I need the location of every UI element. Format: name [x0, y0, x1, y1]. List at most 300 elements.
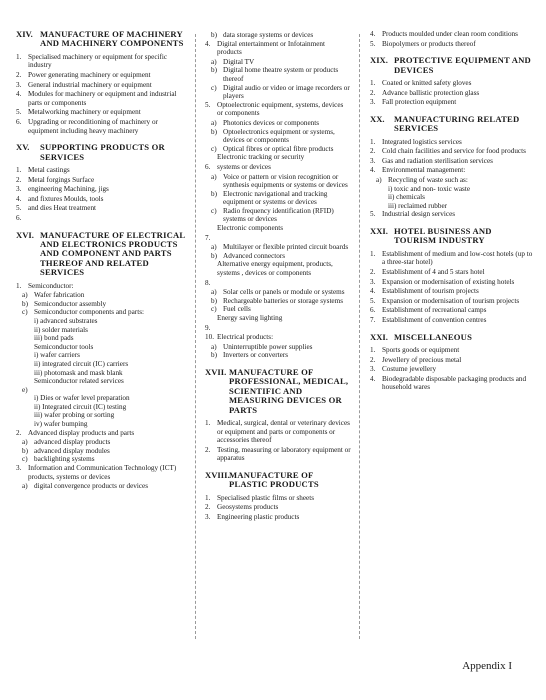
sub-item-letter: c): [211, 206, 217, 215]
sub-item-text: Inverters or converters: [223, 351, 289, 360]
list-item: [370, 375, 534, 392]
section-items: [16, 282, 186, 491]
section: [370, 227, 534, 325]
item-text: Upgrading or reconditioning of machinery or equipment including heavy machinery: [28, 117, 158, 135]
list-item-row: [370, 138, 534, 147]
list-item-row: [370, 365, 534, 374]
item-text: Establishment of tourism projects: [382, 287, 479, 296]
sub-item-letter: a): [211, 57, 217, 66]
list-item-row: [16, 108, 186, 117]
item-number: 2.: [370, 355, 376, 364]
sub-list: [205, 288, 351, 314]
section: [16, 143, 186, 222]
section-title: MANUFACTURE OF MACHINERY AND MACHINERY COMPONENTS: [40, 29, 184, 49]
sub-item: [211, 145, 351, 154]
sub-item: [211, 190, 351, 207]
item-text: Testing, measuring or laboratory equipment or apparatus: [217, 445, 351, 463]
list-item-row: [370, 346, 534, 355]
sub-item: [211, 288, 351, 297]
sub-list: [205, 343, 351, 360]
item-text: Modules for machinery or equipment and industrial parts or components: [28, 90, 177, 107]
item-number: 3.: [370, 156, 376, 165]
list-item: [16, 195, 186, 204]
item-text: Metalworking machinery or equipment: [28, 108, 141, 117]
item-text: Coated or knitted safety gloves: [382, 79, 472, 87]
list-item: [16, 204, 186, 213]
section-numeral: XVII.: [205, 366, 227, 377]
list-item-row: [205, 260, 351, 277]
sub-item-letter: a): [376, 175, 382, 184]
list-item: [370, 40, 534, 49]
sub-sub-item: ii) solder materials: [34, 325, 88, 334]
item-number: 4.: [205, 39, 211, 48]
section-title: MISCELLANEOUS: [394, 331, 473, 342]
list-item: [205, 314, 351, 323]
list-item: [205, 503, 351, 512]
section-heading: [370, 56, 534, 75]
item-number: 1.: [370, 345, 376, 354]
sub-item-text: Electronic navigational and tracking equipment or systems or devices: [223, 189, 328, 207]
item-number: 1.: [370, 137, 376, 146]
sub-item-letter: a): [211, 118, 217, 127]
sub-item: [22, 300, 186, 309]
item-number: 8.: [205, 278, 211, 287]
list-item-row: [370, 210, 534, 219]
sub-item-letter: c): [211, 83, 217, 92]
item-text: Power generating machinery or equipment: [28, 71, 151, 79]
sub-item: [22, 343, 186, 352]
item-number: 3.: [370, 98, 376, 107]
list-item-row: [370, 306, 534, 315]
list-item: [370, 147, 534, 156]
list-item-row: [370, 250, 534, 267]
item-number: 4.: [370, 374, 376, 383]
item-number: 5.: [16, 204, 22, 213]
section-items: [205, 419, 351, 463]
sub-list: [370, 176, 534, 210]
list-item-row: [205, 279, 351, 288]
item-number: 5.: [370, 296, 376, 305]
list-item: [16, 464, 186, 491]
sub-item-letter: a): [211, 243, 217, 252]
list-item-row: [16, 166, 186, 175]
item-number: 3.: [16, 80, 22, 89]
sub-item-text: Semiconductor tools: [34, 342, 94, 351]
list-item-row: [16, 53, 186, 70]
section: [16, 30, 186, 135]
sub-item-text: backlighting systems: [34, 455, 95, 464]
item-number: 3.: [16, 185, 22, 194]
sub-item: [211, 243, 351, 252]
list-item-row: [205, 333, 351, 342]
section-title: MANUFACTURE OF PROFESSIONAL, MEDICAL, SCIENTIFIC AND MEASURING DEVICES OR PARTS: [229, 366, 349, 415]
section: [370, 333, 534, 392]
sub-item-letter: b): [211, 351, 217, 360]
section-title: SUPPORTING PRODUCTS OR SERVICES: [40, 142, 165, 162]
item-text: Alternative energy equipment, products, systems , devices or components: [217, 260, 333, 278]
sub-item-text: Semiconductor related services: [34, 377, 124, 386]
sub-item-text: Uninterruptible power supplies: [223, 342, 313, 351]
list-item-row: [205, 494, 351, 503]
sub-sub-item: ii) chemicals: [388, 193, 425, 202]
sub-item-text: Fuel cells: [223, 305, 251, 314]
sub-item-letter: a): [211, 342, 217, 351]
section-numeral: XVIII.: [205, 469, 230, 480]
sub-sub-item: i) wafer carriers: [34, 351, 80, 360]
item-number: 3.: [370, 365, 376, 374]
list-item: [370, 98, 534, 107]
item-text: Geosystems products: [217, 503, 279, 512]
section-numeral: XIV.: [16, 29, 33, 39]
sub-item-letter: b): [211, 127, 217, 136]
sub-sub-item: iii) photomask and mask blank: [34, 368, 123, 377]
list-item: [370, 210, 534, 219]
item-number: 2.: [205, 503, 211, 512]
item-number: 3.: [16, 464, 22, 473]
item-text: Cold chain facilities and service for food products: [382, 147, 526, 156]
sub-item-letter: b): [211, 251, 217, 260]
column-divider: [195, 34, 196, 639]
item-number: 2.: [16, 175, 22, 184]
sub-item: [211, 173, 351, 190]
list-item: [205, 446, 351, 463]
list-item-row: [370, 157, 534, 166]
item-text: Sports goods or equipment: [382, 345, 460, 354]
sub-list: [205, 243, 351, 260]
sub-list: [16, 482, 186, 491]
section-heading: [16, 143, 186, 162]
section-items: [370, 79, 534, 107]
item-text: Electrical products:: [217, 333, 274, 342]
sub-item: [211, 119, 351, 128]
sub-item: [211, 84, 351, 101]
item-text: Industrial design services: [382, 210, 456, 219]
sub-item-text: Photonics devices or components: [223, 118, 320, 127]
item-text: General industrial machinery or equipment: [28, 80, 152, 89]
section-title: MANUFACTURING RELATED SERVICES: [394, 113, 520, 134]
item-text: Integrated logistics services: [382, 137, 462, 146]
list-item-row: [370, 89, 534, 98]
list-item: [370, 306, 534, 315]
item-text: Jewellery of precious metal: [382, 355, 462, 364]
list-item-row: [205, 163, 351, 172]
list-item-row: [205, 503, 351, 512]
sub-sub-list: [22, 317, 186, 343]
list-item-row: [16, 71, 186, 80]
list-item-row: [370, 287, 534, 296]
list-item: [16, 71, 186, 80]
section-items: [370, 138, 534, 219]
list-item: [16, 108, 186, 117]
section-heading: [16, 30, 186, 49]
sub-item-text: Semiconductor components and parts:: [34, 308, 144, 317]
sub-item: [22, 308, 186, 317]
list-item: [16, 429, 186, 464]
list-item: [16, 53, 186, 70]
list-item-row: [205, 314, 351, 323]
sub-item-letter: e): [22, 385, 28, 394]
list-item: [370, 316, 534, 325]
item-text: Gas and radiation sterilisation services: [382, 156, 493, 165]
item-number: 5.: [16, 108, 22, 117]
sub-item: [211, 351, 351, 360]
item-text: Establishment of medium and low-cost hotels (up to a three-star hotel): [382, 249, 533, 267]
sub-item: [22, 455, 186, 464]
sub-item: [211, 66, 351, 83]
list-item-row: [370, 40, 534, 49]
sub-sub-item: iii) bond pads: [34, 334, 74, 343]
sub-item-text: Semiconductor assembly: [34, 299, 107, 308]
sub-item-letter: a): [211, 288, 217, 297]
sub-item-letter: b): [22, 299, 28, 308]
item-number: 9.: [205, 323, 211, 332]
item-text: Electronic tracking or security: [217, 153, 305, 162]
list-item: [370, 287, 534, 296]
sub-list: [205, 173, 351, 225]
sub-item: [211, 58, 351, 67]
list-item: [370, 278, 534, 287]
section-heading: [205, 471, 351, 490]
list-item: [370, 138, 534, 147]
item-number: 5.: [370, 39, 376, 48]
list-item: [370, 346, 534, 355]
sub-item: [22, 291, 186, 300]
item-text: Metal forgings Surface: [28, 175, 95, 184]
list-item: [205, 163, 351, 224]
sub-item-text: Advanced connectors: [223, 251, 286, 260]
section-heading: [370, 115, 534, 134]
section-items: [16, 166, 186, 223]
item-number: 1.: [205, 419, 211, 427]
sub-item-letter: b): [211, 296, 217, 305]
list-item-row: [205, 153, 351, 162]
item-number: 1.: [16, 52, 22, 61]
sub-item-text: digital convergence products or devices: [34, 482, 149, 491]
section-title: MANUFACTURE OF ELECTRICAL AND ELECTRONICS PRODUCTS AND COMPONENT AND PARTS THEREOF AND RELATED SERVICES: [40, 229, 185, 278]
item-text: Establishment of 4 and 5 stars hotel: [382, 267, 485, 276]
sub-item-text: Digital home theatre system or products thereof: [223, 66, 339, 83]
sub-item: [22, 438, 186, 447]
sub-item-text: Radio frequency identification (RFID) systems or devices: [223, 206, 334, 224]
item-number: 1.: [16, 281, 22, 290]
item-number: 2.: [370, 267, 376, 276]
section-numeral: XXI.: [370, 331, 388, 342]
list-item-row: [370, 316, 534, 325]
list-item-row: [370, 79, 534, 88]
sub-sub-item: i) toxic and non- toxic waste: [388, 184, 471, 193]
list-item: [205, 419, 351, 445]
sub-item-letter: a): [211, 172, 217, 181]
item-number: 6.: [205, 162, 211, 171]
list-item: [205, 260, 351, 277]
section-numeral: XXI.: [370, 225, 388, 236]
list-item: [205, 324, 351, 333]
column-2: [205, 30, 351, 662]
list-item-row: [370, 268, 534, 277]
list-item: [205, 30, 351, 40]
sub-list: [16, 291, 186, 429]
item-number: 4.: [16, 90, 22, 99]
sub-sub-list: [22, 394, 186, 428]
list-item-row: [16, 214, 186, 223]
item-text: Advance ballistic protection glass: [382, 88, 480, 97]
sub-item-text: Optoelectronics equipment or systems, devices or components: [223, 127, 335, 145]
item-text: Products moulded under clean room conditions: [382, 30, 518, 38]
item-number: 7.: [370, 315, 376, 324]
sub-item: [22, 386, 186, 395]
section-numeral: XV.: [16, 142, 30, 153]
list-item: [205, 279, 351, 314]
sub-sub-item: iii) wafer probing or sorting: [34, 411, 115, 420]
sub-sub-list: [22, 351, 186, 377]
sub-item-letter: a): [22, 291, 28, 300]
item-number: 4.: [16, 194, 22, 203]
item-text: Digital entertainment or Infotainment products: [217, 39, 325, 57]
item-text: Establishment of convention centres: [382, 315, 487, 324]
list-item-row: [16, 282, 186, 291]
section: [370, 56, 534, 107]
section-items: [16, 53, 186, 135]
sub-item: [211, 128, 351, 145]
sub-item-letter: b): [22, 446, 28, 455]
item-number: 1.: [205, 493, 211, 502]
section: [205, 368, 351, 463]
sub-item-text: Voice or pattern or vision recognition or synthesis equipments or systems or devices: [223, 172, 348, 190]
section-heading: [205, 368, 351, 415]
section: [16, 231, 186, 491]
item-number: 1.: [370, 249, 376, 258]
sub-item-letter: a): [22, 482, 28, 491]
item-number: 3.: [205, 512, 211, 521]
item-number: 1.: [370, 79, 376, 87]
list-item-row: [370, 375, 534, 392]
section-heading: [16, 231, 186, 278]
list-item: [370, 89, 534, 98]
list-item: [205, 234, 351, 261]
sub-item: [211, 343, 351, 352]
list-item-row: [16, 185, 186, 194]
section-title: HOTEL BUSINESS AND TOURISM INDUSTRY: [394, 225, 492, 246]
list-item-row: [205, 324, 351, 333]
list-item-row: [205, 446, 351, 463]
section: [370, 115, 534, 219]
section-heading: [370, 227, 534, 246]
list-item-row: [205, 419, 351, 445]
sub-list: [205, 31, 351, 40]
sub-item: [211, 297, 351, 306]
sub-item-text: Wafer fabrication: [34, 291, 85, 300]
list-item-row: [16, 429, 186, 438]
list-item-row: [370, 30, 534, 39]
sub-item-letter: c): [211, 144, 217, 153]
list-item: [205, 513, 351, 522]
item-number: 6.: [16, 213, 22, 222]
sub-item-letter: c): [211, 305, 217, 314]
section: [205, 471, 351, 522]
section-title: MANUFACTURE OF PLASTIC PRODUCTS: [229, 469, 319, 490]
continuation-list: [205, 30, 351, 360]
sub-item-text: Solar cells or panels or module or systems: [223, 288, 345, 297]
item-number: 4.: [370, 166, 376, 175]
list-item: [205, 224, 351, 233]
list-item: [16, 176, 186, 185]
list-item-row: [205, 513, 351, 522]
item-text: Costume jewellery: [382, 365, 437, 374]
item-number: 1.: [16, 165, 22, 174]
section-items: [370, 346, 534, 392]
item-text: Expansion or modernisation of tourism projects: [382, 296, 520, 305]
sub-item-letter: b): [211, 189, 217, 198]
list-item-row: [16, 90, 186, 107]
list-item-row: [370, 147, 534, 156]
list-item: [205, 153, 351, 162]
sub-item-text: data storage systems or devices: [223, 31, 314, 39]
list-item: [370, 250, 534, 267]
list-item: [16, 81, 186, 90]
list-item: [16, 90, 186, 107]
item-number: 5.: [205, 100, 211, 109]
item-text: and dies Heat treatment: [28, 204, 97, 213]
sub-sub-item: ii) integrated circuit (IC) carriers: [34, 359, 129, 368]
sub-item-text: advanced display modules: [34, 446, 110, 455]
item-number: 2.: [370, 147, 376, 156]
list-item: [205, 40, 351, 101]
list-item-row: [205, 101, 351, 118]
list-item: [370, 365, 534, 374]
item-text: engineering Machining, jigs: [28, 185, 109, 194]
item-number: 6.: [370, 306, 376, 315]
sub-list: [16, 438, 186, 464]
item-text: Advanced display products and parts: [28, 428, 135, 437]
sub-list: [205, 119, 351, 153]
sub-item: [211, 252, 351, 261]
list-item-row: [16, 464, 186, 481]
item-number: 6.: [16, 117, 22, 126]
item-text: Optoelectronic equipment, systems, devices or components: [217, 100, 344, 118]
appendix-label: Appendix I: [462, 660, 512, 672]
list-item-row: [16, 204, 186, 213]
sub-item-text: Optical fibres or optical fibre products: [223, 144, 334, 153]
section-heading: [370, 333, 534, 342]
continuation-list: [370, 30, 534, 48]
sub-item-text: Rechargeable batteries or storage systems: [223, 296, 344, 305]
list-item-row: [16, 195, 186, 204]
sub-item-letter: c): [22, 455, 28, 464]
list-item-row: [16, 81, 186, 90]
sub-list: [205, 58, 351, 101]
list-item: [16, 118, 186, 135]
list-item: [370, 157, 534, 166]
list-item: [16, 166, 186, 175]
sub-item-text: Digital audio or video or image recorders or players: [223, 83, 350, 101]
item-text: Specialised machinery or equipment for specific industry: [28, 52, 168, 70]
sub-item: [211, 31, 351, 40]
sub-item-text: Digital TV: [223, 57, 255, 66]
list-item-row: [205, 234, 351, 243]
list-item-row: [370, 278, 534, 287]
section-numeral: XVI.: [16, 229, 34, 240]
list-item: [370, 356, 534, 365]
list-item: [370, 166, 534, 210]
item-text: Medical, surgical, dental or veterinary devices or equipment and parts or components or accessories thereof: [217, 419, 350, 445]
sub-item-letter: a): [22, 438, 28, 447]
item-text: Environmental management:: [382, 166, 466, 175]
sub-item-text: Multilayer or flexible printed circuit boards: [223, 243, 349, 252]
item-number: 4.: [370, 287, 376, 296]
list-item-row: [370, 297, 534, 306]
item-number: 5.: [370, 210, 376, 219]
sub-sub-list: [376, 185, 534, 211]
